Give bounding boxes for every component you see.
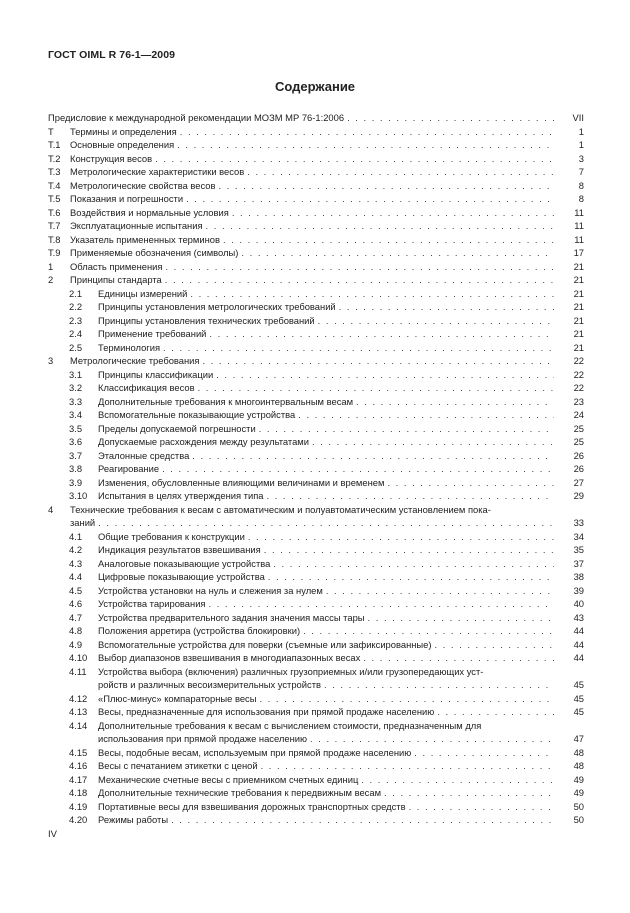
toc-entry-number: T.9 [48,247,61,258]
toc-entry[interactable] [48,314,584,328]
toc-entry-page: 49 [573,773,584,785]
toc-entry-text: Устройства установки на нуль и слежения за нулем [98,584,323,596]
leader-dots [209,597,554,611]
toc-entry[interactable] [48,746,584,760]
leader-dots [368,611,554,625]
toc-entry-page: 11 [574,206,584,218]
toc-entry-text: Дополнительные требования к многоинтервальным весам [98,395,354,407]
toc-entry-number: 4.19 [69,800,88,812]
leader-dots [171,813,554,827]
toc-entry-page: 48 [573,746,584,758]
leader-dots [261,759,554,773]
toc-entry-text-first-line: Технические требования к весам с автоматическим и полуавтоматическим установлением пока- [70,503,491,515]
toc-entry[interactable] [48,759,584,773]
toc-entry[interactable] [48,557,584,571]
toc-entry-text: Конструкция весов [70,152,153,164]
toc-entry-text: ройств и различных весоизмерительных устройств [98,679,321,690]
toc-entry-number: T.5 [48,193,61,204]
toc-entry[interactable] [48,638,584,652]
toc-entry-text: Терминология [98,341,161,353]
toc-entry-text-first-line: Дополнительные требования к весам с вычислением стоимости, предназначенным для [98,719,482,731]
toc-entry-page: 23 [573,395,584,407]
toc-entry-text: Применение требований [98,328,207,339]
leader-dots [192,449,554,463]
toc-entry-text: Показания и погрешности [70,193,184,204]
toc-entry[interactable] [48,422,584,436]
leader-dots [267,489,555,503]
toc-entry-text: Вспомогательные показывающие устройства [98,409,296,420]
leader-dots [232,206,554,220]
toc-entry-number: 2.1 [69,287,83,299]
toc-entry[interactable] [48,773,584,787]
toc-entry-page: 11 [574,220,584,231]
toc-entry-number: 4.2 [69,544,83,555]
leader-dots [384,786,554,800]
toc-entry-text: Весы, подобные весам, используемым при прямой продаже населению [98,746,412,758]
toc-entry[interactable] [48,381,584,395]
toc-entry-text: Весы с печатанием этикетки с ценой [98,760,258,771]
toc-entry-text: Метрологические свойства весов [70,179,216,191]
toc-entry-text: Режимы работы [98,814,169,825]
toc-entry[interactable] [48,179,584,193]
toc-entry-page: 29 [573,490,584,501]
toc-entry-text: Вспомогательные устройства для поверки (съемные или зафиксированные) [98,638,432,650]
toc-entry[interactable] [48,206,584,220]
toc-entry[interactable] [48,219,584,233]
leader-dots [312,435,554,449]
toc-entry-number: 4.3 [69,557,83,569]
toc-entry-page: 8 [578,193,584,204]
toc-entry-number: 4.20 [69,814,88,825]
toc-entry-number: 4.13 [69,706,88,717]
toc-entry-text: Принципы стандарта [70,274,162,285]
toc-entry-number: 4.1 [69,530,83,542]
toc-entry[interactable] [48,584,584,598]
toc-entry-text: Общие требования к конструкции [98,530,245,542]
toc-entry[interactable] [48,449,584,463]
leader-dots [162,462,554,476]
leader-dots [259,692,554,706]
toc-entry-text: Аналоговые показывающие устройства [98,557,271,569]
toc-entry-text: Механические счетные весы с приемником счетных единиц [98,773,359,785]
toc-entry-text: Метрологические характеристики весов [70,166,245,177]
toc-entry-number: 4.12 [69,692,88,704]
toc-entry[interactable] [48,341,584,355]
leader-dots [177,138,554,152]
toc-entry-text: Весы, предназначенные для использования при прямой продаже населению [98,706,435,717]
leader-dots [339,300,554,314]
leader-dots [409,800,554,814]
leader-dots [437,705,554,719]
toc-entry[interactable] [48,300,584,314]
toc-entry-page: 50 [573,800,584,812]
toc-entry-page: 35 [573,544,584,555]
toc-entry-number: 1 [48,260,54,272]
toc-entry-number: 2.2 [69,301,83,312]
toc-entry[interactable] [48,489,584,503]
toc-entry-number: 3.1 [69,368,83,380]
leader-dots [186,192,554,206]
leader-dots [216,368,554,382]
toc-entry-page: 25 [573,436,584,447]
toc-entry-number: T.8 [48,233,61,245]
toc-entry-number: 4.5 [69,584,83,596]
toc-entry-text: Эксплуатационные испытания [70,220,203,231]
toc-entry-text: заний [70,517,96,528]
leader-dots [264,543,554,557]
toc-entry-page: 21 [573,314,584,326]
toc-entry-page: 1 [578,139,584,150]
toc-entry[interactable] [48,719,584,746]
toc-entry-page: 47 [573,733,584,744]
toc-entry-page: 22 [573,368,584,380]
toc-entry[interactable] [48,233,584,247]
leader-dots [241,246,554,260]
toc-entry-text: Дополнительные технические требования к передвижным весам [98,787,382,798]
leader-dots [326,584,554,598]
toc-entry-number: 3.3 [69,395,83,407]
toc-entry[interactable] [48,273,584,287]
toc-entry[interactable] [48,624,584,638]
leader-dots [219,179,555,193]
toc-entry-page: 44 [573,652,584,663]
toc-entry[interactable] [48,813,584,827]
toc-entry-text: Изменения, обусловленные влияющими величинами и временем [98,476,385,488]
toc-entry-text: Указатель примененных терминов [70,233,220,245]
toc-entry[interactable] [48,246,584,260]
toc-entry-page: 39 [573,584,584,596]
toc-entry[interactable] [48,192,584,206]
leader-dots [435,638,554,652]
toc-entry[interactable] [48,800,584,814]
toc-entry[interactable] [48,786,584,800]
leader-dots [356,395,554,409]
toc-entry-number: 2.5 [69,341,83,353]
toc-entry[interactable] [48,408,584,422]
toc-entry-number: T.7 [48,220,61,231]
leader-dots [324,678,554,692]
toc-entry[interactable] [48,260,584,274]
toc-entry-page: 22 [573,355,584,366]
toc-entry-page: 45 [573,679,584,690]
page-number: IV [48,829,57,840]
toc-entry-text: Классификация весов [98,382,195,393]
toc-entry-number: 3.5 [69,422,83,434]
toc-entry-text: Цифровые показывающие устройства [98,571,265,582]
toc-entry[interactable] [48,395,584,409]
toc-entry-number: 3.8 [69,463,83,474]
toc-entry-number: 4.14 [69,719,88,731]
toc-entry-text: Реагирование [98,463,160,474]
toc-entry-text-first-line: Устройства выбора (включения) различных грузоприемных и/или грузопередающих уст- [98,665,484,677]
toc-entry-text: Положения арретира (устройства блокировки) [98,625,301,636]
leader-dots [387,476,554,490]
toc-entry-number: 3.10 [69,490,88,501]
leader-dots [414,746,554,760]
toc-entry-number: 4.6 [69,598,83,609]
leader-dots [198,381,554,395]
toc-entry-text: Эталонные средства [98,449,190,461]
toc-entry[interactable] [48,165,584,179]
toc-entry-page: 21 [573,287,584,299]
toc-entry-preface[interactable] [48,111,584,125]
toc-entry[interactable] [48,476,584,490]
toc-entry-number: 3.9 [69,476,83,488]
toc-entry-page: 45 [573,706,584,717]
toc-title: Содержание [274,79,356,94]
toc-entry-number: T [48,125,54,137]
toc-entry-number: 4.18 [69,787,88,798]
toc-entry-number: 2.3 [69,314,83,326]
toc-entry-number: 2 [48,274,54,285]
leader-dots [209,327,554,341]
toc-entry-page: 3 [578,152,584,164]
leader-dots [259,422,554,436]
toc-entry-page: 11 [574,233,584,245]
toc-entry-number: 4.10 [69,652,88,663]
toc-entry-text: Выбор диапазонов взвешивания в многодиапазонных весах [98,652,361,663]
leader-dots [248,530,554,544]
toc-entry-page: 25 [573,422,584,434]
leader-dots [206,219,554,233]
toc-entry-text: «Плюс-минус» компараторные весы [98,692,257,704]
leader-dots [223,233,554,247]
toc-entry-number: 3.2 [69,382,83,393]
toc-entry-text: Основные определения [70,139,175,150]
toc-entry-number: 3.7 [69,449,83,461]
leader-dots [203,354,554,368]
toc-entry-text: Единицы измерений [98,287,188,299]
toc-entry-text: Термины и определения [70,125,177,137]
toc-entry[interactable] [48,152,584,166]
toc-entry-page: 21 [573,341,584,353]
toc-entry-number: 3.6 [69,436,83,447]
toc-entry-number: 4.11 [69,665,87,677]
toc-entry[interactable] [48,368,584,382]
toc-entry[interactable] [48,665,584,692]
toc-entry-page: 26 [573,463,584,474]
toc-entry-text: использования при прямой продаже населению [98,733,308,744]
toc-entry[interactable] [48,327,584,341]
toc-entry-page: 40 [573,598,584,609]
leader-dots [165,273,554,287]
toc-entry[interactable] [48,125,584,139]
toc-entry-page: VII [572,112,584,123]
toc-entry-page: 44 [573,638,584,650]
toc-entry[interactable] [48,287,584,301]
toc-entry-page: 44 [573,625,584,636]
toc-entry-page: 24 [573,409,584,420]
toc-entry[interactable] [48,138,584,152]
leader-dots [298,408,554,422]
toc-entry[interactable] [48,705,584,719]
leader-dots [165,260,554,274]
toc-entry-number: T.3 [48,166,61,177]
toc-entry-page: 49 [573,787,584,798]
toc-entry-page: 50 [573,814,584,825]
toc-entry-page: 37 [573,557,584,569]
toc-entry-page: 21 [573,260,584,272]
toc-entry-page: 45 [573,692,584,704]
toc-entry-page: 33 [573,517,584,528]
toc-entry-number: 4.8 [69,625,83,636]
toc-entry[interactable] [48,503,584,530]
leader-dots [363,651,554,665]
leader-dots [310,732,554,746]
toc-entry-number: 4.15 [69,746,88,758]
leader-dots [163,341,554,355]
toc-entry-text: Метрологические требования [70,355,200,366]
toc-entry-number: T.4 [48,179,61,191]
toc-entry-number: 4.4 [69,571,83,582]
toc-entry[interactable] [48,462,584,476]
toc-entry-page: 38 [573,571,584,582]
toc-entry-number: T.2 [48,152,61,164]
toc-entry-page: 8 [578,179,584,191]
toc-entry-number: 2.4 [69,328,83,339]
leader-dots [190,287,554,301]
leader-dots [180,125,554,139]
toc-entry-number: 4 [48,503,54,515]
toc-entry-number: 4.7 [69,611,83,623]
toc-entry-text: Принципы установления технических требований [98,314,315,326]
leader-dots [247,165,554,179]
toc-entry-text: Воздействия и нормальные условия [70,206,229,218]
leader-dots [303,624,554,638]
leader-dots [268,570,554,584]
toc-entry-number: T.6 [48,206,61,218]
toc-entry-text: Портативные весы для взвешивания дорожных транспортных средств [98,800,406,812]
toc-entry-text: Предисловие к международной рекомендации МОЗМ МР 76-1:2006 [48,112,345,123]
leader-dots [98,516,554,530]
toc-entry[interactable] [48,597,584,611]
toc-entry-page: 26 [573,449,584,461]
toc-entry-number: 4.16 [69,760,88,771]
leader-dots [318,314,554,328]
toc-entry-text: Устройства предварительного задания значения массы тары [98,611,365,623]
toc-entry-text: Область применения [70,260,163,272]
toc-entry[interactable] [48,354,584,368]
toc-entry-text: Принципы установления метрологических требований [98,301,336,312]
toc-entry-text: Допускаемые расхождения между результатами [98,436,309,447]
toc-entry-text: Применяемые обозначения (символы) [70,247,239,258]
toc-entry[interactable] [48,570,584,584]
toc-entry[interactable] [48,692,584,706]
toc-entry[interactable] [48,530,584,544]
toc-entry-page: 17 [573,247,584,258]
leader-dots [273,557,554,571]
toc-entry-text: Принципы классификации [98,368,214,380]
toc-entry-page: 1 [578,125,584,137]
toc-entry-page: 7 [578,166,584,177]
table-of-contents [48,111,584,827]
toc-entry-page: 21 [573,274,584,285]
toc-entry-number: 3.4 [69,409,83,420]
toc-entry-number: 4.9 [69,638,83,650]
toc-entry[interactable] [48,435,584,449]
toc-entry[interactable] [48,651,584,665]
toc-entry-text: Пределы допускаемой погрешности [98,422,256,434]
leader-dots [347,111,554,125]
leader-dots [361,773,554,787]
toc-entry[interactable] [48,543,584,557]
running-header: ГОСТ OIML R 76-1—2009 [48,49,176,61]
toc-entry-text: Испытания в целях утверждения типа [98,490,264,501]
toc-entry-page: 27 [573,476,584,488]
leader-dots [155,152,554,166]
toc-entry-text: Индикация результатов взвешивания [98,544,261,555]
toc-entry-number: 3 [48,355,54,366]
toc-entry-page: 43 [573,611,584,623]
toc-entry-number: T.1 [48,139,61,150]
toc-entry-text: Устройства тарирования [98,598,206,609]
toc-entry-page: 21 [573,328,584,339]
toc-entry-page: 48 [573,760,584,771]
toc-entry-page: 22 [573,382,584,393]
toc-entry-page: 21 [573,301,584,312]
toc-entry-page: 34 [573,530,584,542]
toc-entry-number: 4.17 [69,773,88,785]
toc-entry[interactable] [48,611,584,625]
